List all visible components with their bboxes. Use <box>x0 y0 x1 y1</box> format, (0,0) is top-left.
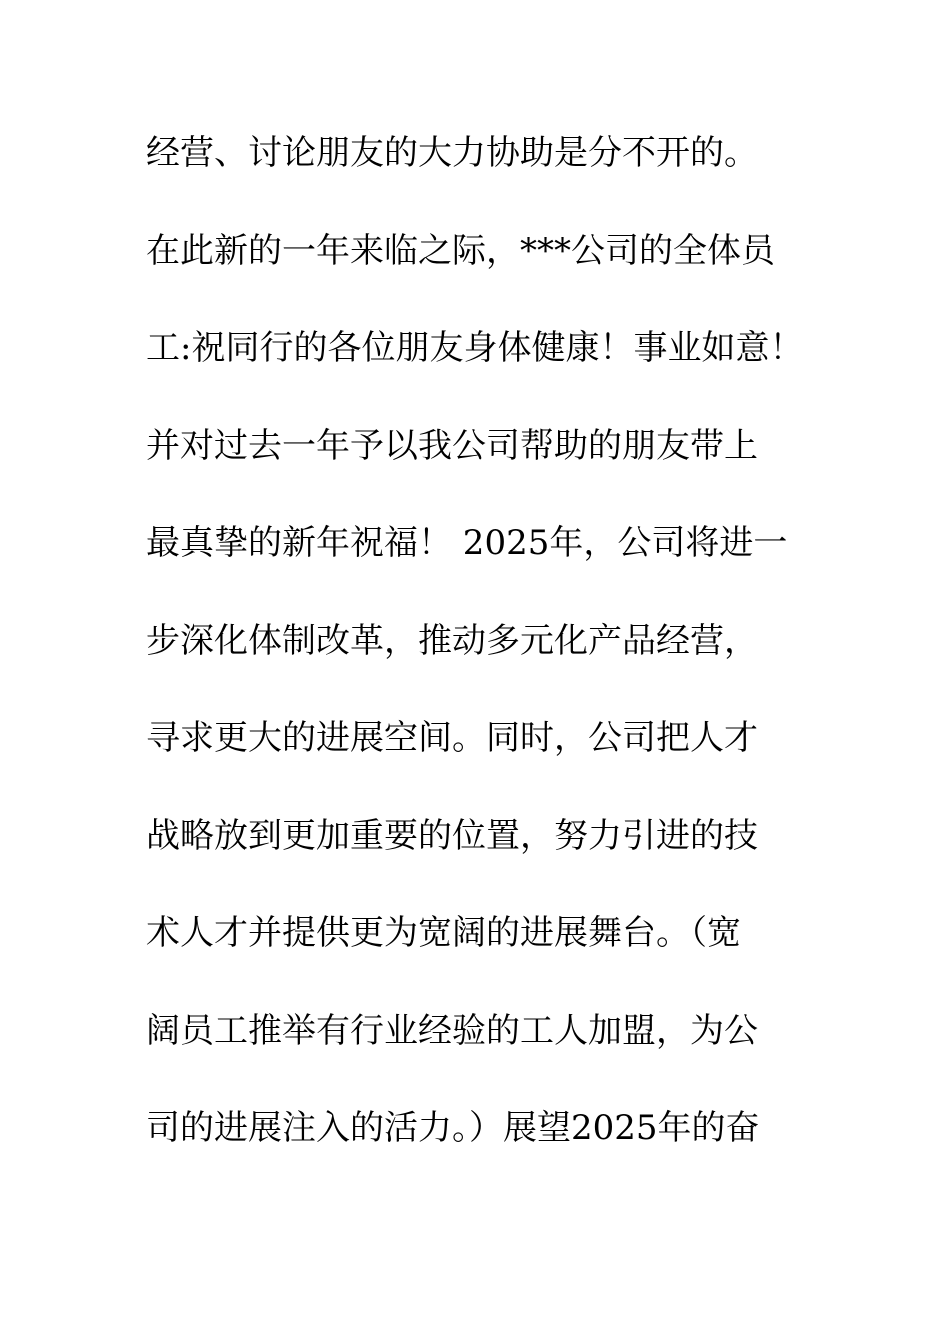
text-line: 阔员工推举有行业经验的工人加盟，为公 <box>146 1010 758 1051</box>
text-line: 最真挚的新年祝福！ 2025年，公司将进一 <box>146 523 788 563</box>
text-line: 并对过去一年予以我公司帮助的朋友带上 <box>146 425 758 466</box>
text-line: 在此新的一年来临之际，***公司的全体员 <box>146 230 775 271</box>
text-line: 步深化体制改革，推动多元化产品经营， <box>146 620 758 661</box>
text-line: 工:祝同行的各位朋友身体健康！事业如意！ <box>146 328 804 368</box>
body-text <box>146 123 846 1196</box>
text-line: 经营、讨论朋友的大力协助是分不开的。 <box>146 133 758 173</box>
text-line: 术人才并提供更为宽阔的进展舞台。（宽 <box>146 913 741 953</box>
text-line: 司的进展注入的活力。）展望2025年的奋 <box>146 1108 760 1148</box>
text-line: 寻求更大的进展空间。同时，公司把人才 <box>146 718 758 758</box>
text-line: 战略放到更加重要的位置，努力引进的技 <box>146 815 758 856</box>
